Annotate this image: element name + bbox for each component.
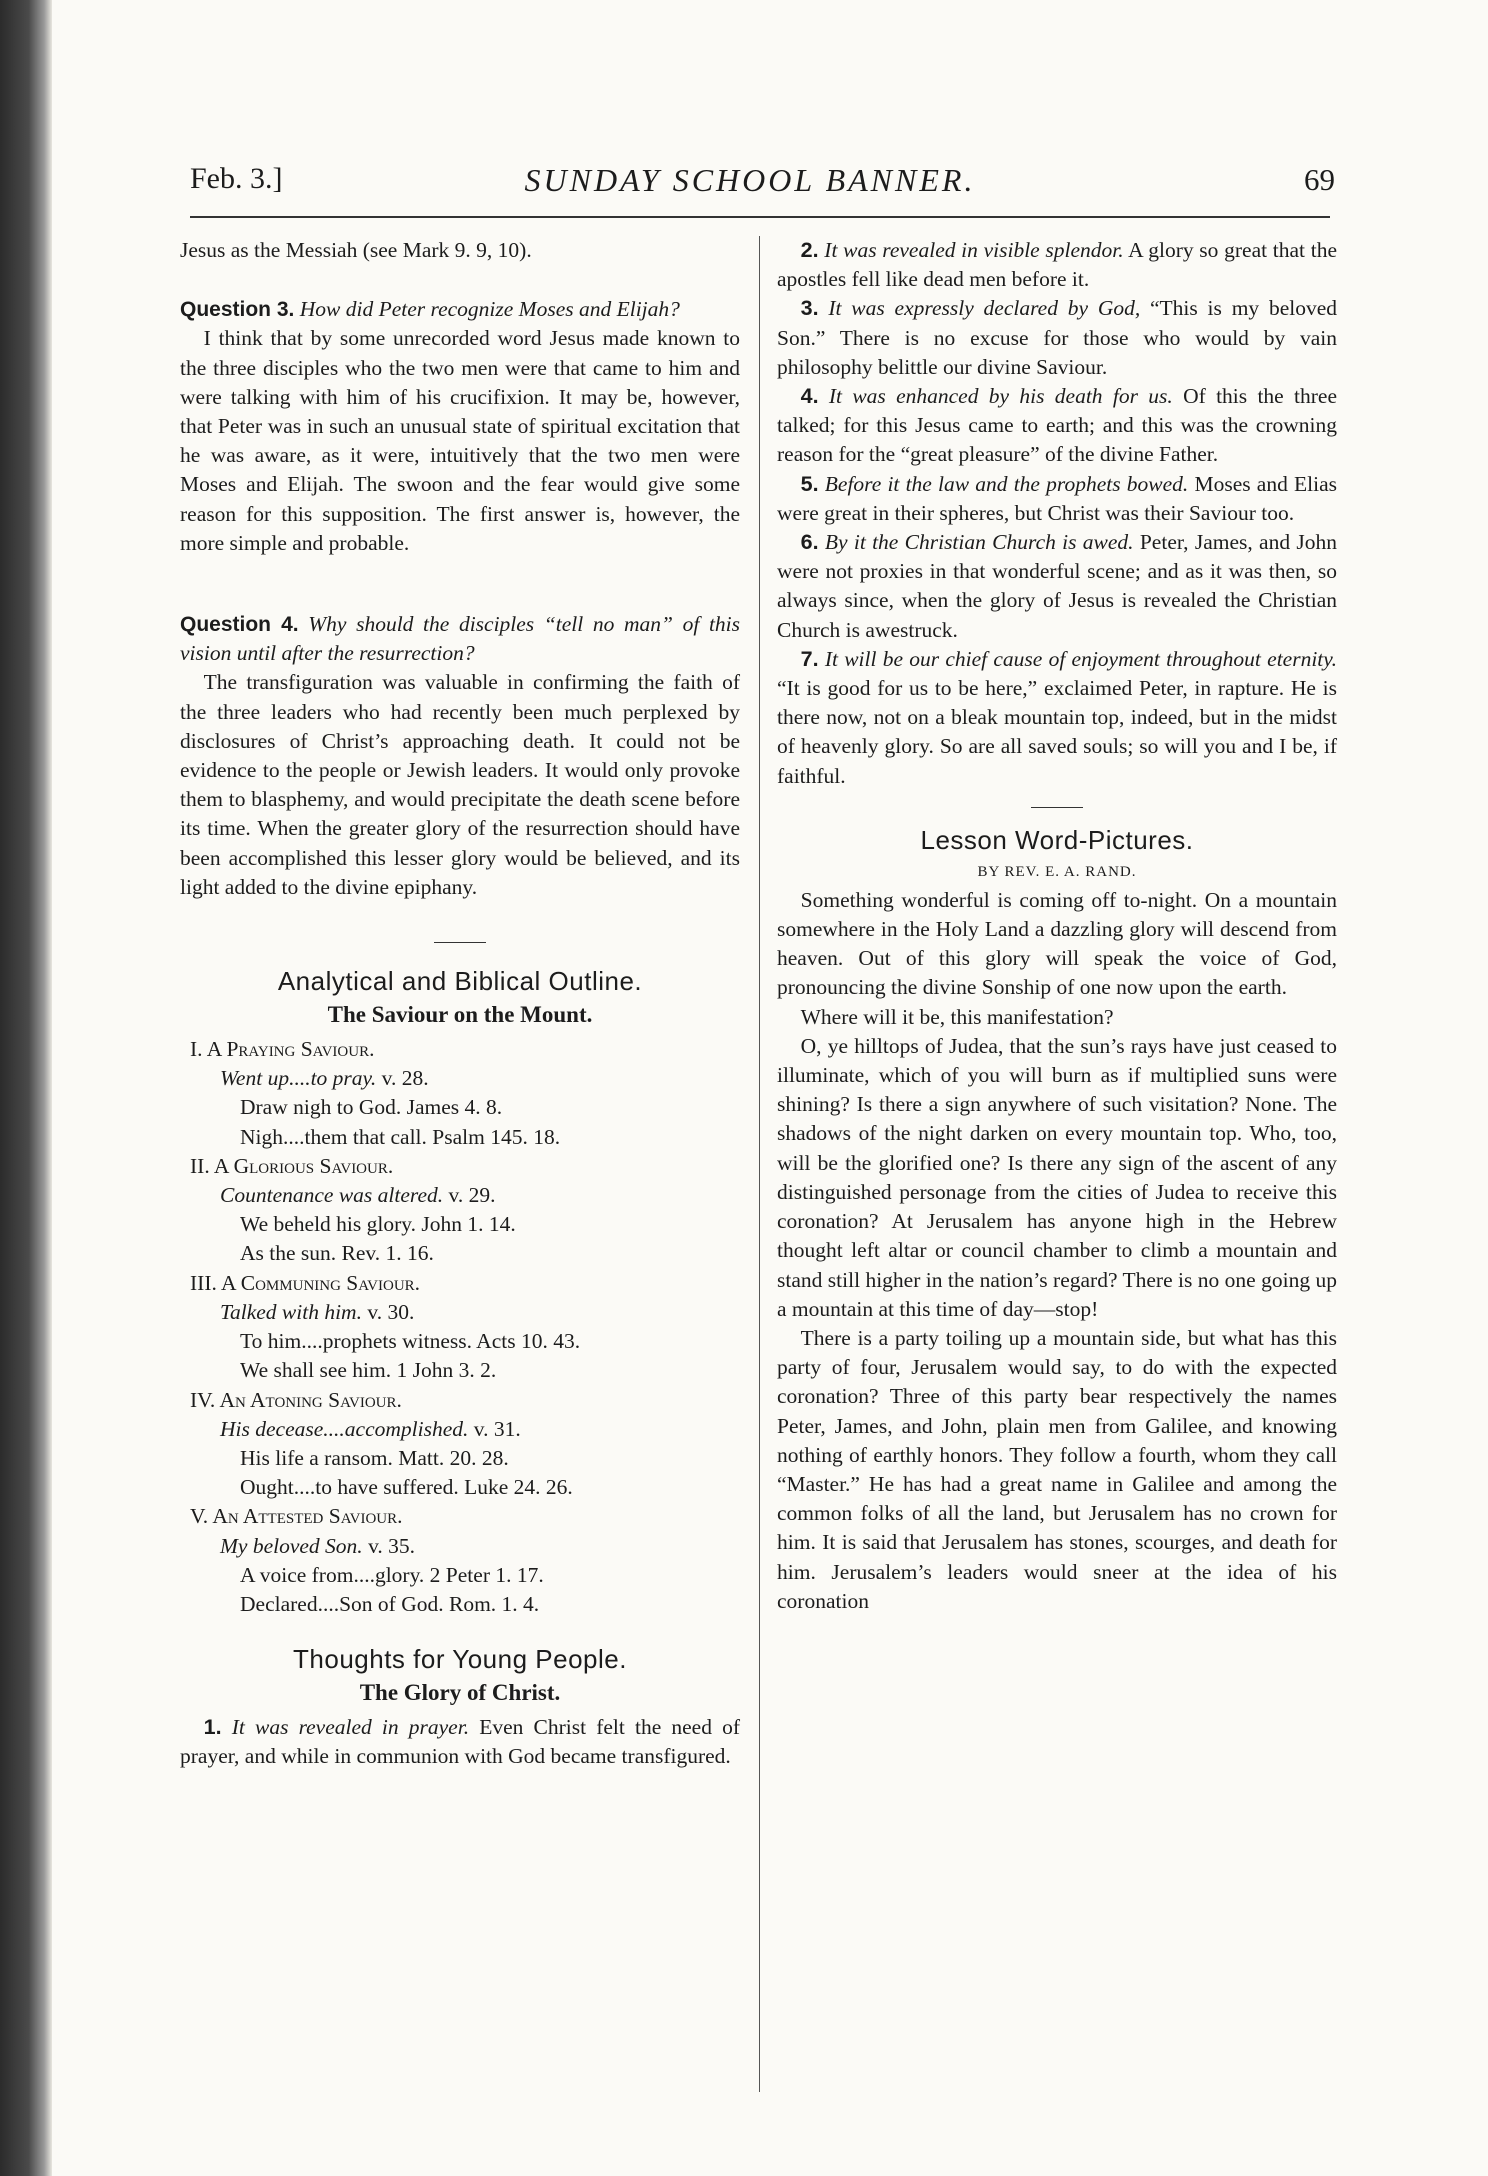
thought-point-2 xyxy=(777,236,1337,294)
issue-date: Feb. 3.] xyxy=(190,162,283,195)
outline-section-2 xyxy=(180,1152,740,1269)
outline-subitem: As the sun. Rev. 1. 16. xyxy=(240,1241,434,1266)
word-pictures-paragraph: Something wonderful is coming off to-night. On a mountain somewhere in the Holy Land a dazzling glory will descend from heaven. Out of this glory will speak the voice of God, pronouncing the divine Sonship of one now upon the earth. xyxy=(777,887,1337,1000)
point-number: 3. xyxy=(800,296,819,321)
outline-heading: III. A Communing Saviour. xyxy=(190,1270,421,1295)
point-text: “This is my beloved Son.” There is no excuse for those who would by vain philosophy belittle our divine Saviour. xyxy=(777,296,1338,379)
outline-section-1 xyxy=(180,1035,740,1152)
thought-point-3 xyxy=(777,294,1337,382)
book-page xyxy=(165,150,1338,2110)
outline-reference xyxy=(180,1181,740,1210)
publication-title: SUNDAY SCHOOL BANNER. xyxy=(524,162,976,198)
reference-text: His decease....accomplished. xyxy=(220,1416,469,1441)
outline-subitem: Ought....to have suffered. Luke 24. 26. xyxy=(240,1475,573,1500)
word-pictures-title: Lesson Word-Pictures. xyxy=(920,824,1194,855)
outline-section-4 xyxy=(180,1386,740,1503)
reference-verse: v. 30. xyxy=(361,1299,415,1324)
outline-subitem: Declared....Son of God. Rom. 1. 4. xyxy=(240,1591,540,1616)
thought-point-7 xyxy=(777,645,1337,791)
reference-verse: v. 31. xyxy=(468,1416,521,1441)
left-column xyxy=(180,236,740,1772)
word-pictures-paragraph: There is a party toiling up a mountain side, but what has this party of four, Jerusalem would say, to do with the expected coronation? Three of this party bear respectively the names Peter, James, and John, plain men from Galilee, and knowing nothing of earthly honors. They follow a fourth, whom they call “Master.” He has had a great name in Galilee and among the common folks of all the land, but Jerusalem has no crown for him. It is said that Jerusalem has stones, scourges, and death for him. Jerusalem’s leaders would sneer at the idea of his coronation xyxy=(777,1325,1337,1613)
outline-heading: V. An Attested Saviour. xyxy=(190,1504,403,1529)
word-pictures-paragraph: Where will it be, this manifestation? xyxy=(800,1004,1114,1029)
reference-verse: v. 29. xyxy=(443,1183,496,1208)
point-text: Of this the three talked; for this Jesus came to earth; and this was the crowning reason for the “great pleasure” of the divine Father. xyxy=(777,384,1337,467)
point-text: Moses and Elias were great in their spheres, but Christ was their Saviour too. xyxy=(777,471,1338,525)
section-divider xyxy=(1031,807,1083,808)
point-italic: It will be our chief cause of enjoyment throughout eternity. xyxy=(824,646,1338,671)
running-head xyxy=(165,162,1335,218)
book-binding-edge xyxy=(0,0,52,2176)
thoughts-title: Thoughts for Young People. xyxy=(293,1644,627,1675)
outline-heading: II. A Glorious Saviour. xyxy=(190,1153,394,1178)
outline-title: Analytical and Biblical Outline. xyxy=(277,966,643,997)
point-number: 2. xyxy=(800,238,819,262)
outline-reference xyxy=(180,1064,740,1093)
question-3-answer: I think that by some unrecorded word Jesus made known to the three disciples who the two men were that came to him and were talking with him of his crucifixion. It may be, however, that Peter was in such an unusual state of spiritual excitation that he was aware, as it were, intuitively that the two men were Moses and Elijah. The swoon and the fear would give some reason for this supposition. The first answer is, however, the more simple and probable. xyxy=(180,326,740,555)
question-4-answer: The transfiguration was valuable in confirming the faith of the three leaders who had recently been much perplexed by disclosures of Christ’s approaching death. It could not be evidence to the people or Jewish leaders. It would only provoke them to blasphemy, and would precipitate the death scene before its time. When the greater glory of the resurrection should have been accomplished this lesser glory would be believed, and its light added to the divine epiphany. xyxy=(180,670,740,899)
outline-section-5 xyxy=(180,1502,740,1619)
outline-subitem: To him....prophets witness. Acts 10. 43. xyxy=(240,1329,581,1354)
point-number: 1. xyxy=(203,1715,222,1740)
thought-point-5 xyxy=(777,470,1337,528)
outline-reference xyxy=(180,1415,740,1444)
point-italic: It was enhanced by his death for us. xyxy=(828,384,1173,409)
outline-subtitle: The Saviour on the Mount. xyxy=(327,1002,593,1028)
outline-heading: IV. An Atoning Saviour. xyxy=(190,1387,402,1412)
point-text: Peter, James, and John were not proxies in that wonderful scene; and as it was then, so always since, when the glory of Jesus is revealed the Christian Church is awestruck. xyxy=(777,530,1337,642)
header-rule xyxy=(190,216,1330,218)
point-text: Even Christ felt the need of prayer, and while in communion with God became transfigured. xyxy=(180,1715,741,1769)
point-text: “It is good for us to be here,” exclaimed Peter, in rapture. He is there now, not on a bleak mountain top, indeed, but in the midst of heavenly glory. So are all saved souls; so will you and I be, if faithful. xyxy=(777,676,1337,788)
column-divider xyxy=(759,236,760,2092)
outline-heading: I. A Praying Saviour. xyxy=(190,1037,375,1062)
question-3-label: Question 3. xyxy=(180,298,295,322)
reference-text: Countenance was altered. xyxy=(220,1183,444,1208)
point-number: 4. xyxy=(800,384,819,409)
point-italic: It was revealed in prayer. xyxy=(231,1715,470,1740)
thought-point-4 xyxy=(777,382,1337,470)
outline-subitem: A voice from....glory. 2 Peter 1. 17. xyxy=(240,1562,544,1587)
reference-verse: v. 28. xyxy=(376,1066,429,1091)
right-column xyxy=(777,236,1337,1616)
point-number: 6. xyxy=(800,530,819,555)
author-byline: BY REV. E. A. RAND. xyxy=(977,863,1137,880)
outline-reference xyxy=(180,1298,740,1327)
outline-subitem: His life a ransom. Matt. 20. 28. xyxy=(240,1445,509,1470)
section-divider xyxy=(434,942,486,943)
outline-reference xyxy=(180,1532,740,1561)
point-italic: It was revealed in visible splendor. xyxy=(824,238,1124,262)
question-4-heading xyxy=(180,610,740,668)
question-3-text: How did Peter recognize Moses and Elijah? xyxy=(299,297,680,322)
outline-subitem: We beheld his glory. John 1. 14. xyxy=(240,1212,516,1237)
question-4-label: Question 4. xyxy=(180,613,299,637)
outline-section-3 xyxy=(180,1269,740,1386)
reference-text: My beloved Son. xyxy=(220,1533,363,1558)
outline-subitem: Draw nigh to God. James 4. 8. xyxy=(240,1095,503,1120)
reference-text: Went up....to pray. xyxy=(220,1066,377,1091)
point-italic: Before it the law and the prophets bowed. xyxy=(824,471,1189,496)
page-number: 69 xyxy=(1304,162,1335,197)
outline-subitem: We shall see him. 1 John 3. 2. xyxy=(240,1358,497,1383)
point-italic: By it the Christian Church is awed. xyxy=(824,530,1134,555)
point-number: 5. xyxy=(800,471,819,496)
point-number: 7. xyxy=(800,646,819,671)
outline-subitem: Nigh....them that call. Psalm 145. 18. xyxy=(240,1124,561,1149)
outline-list xyxy=(180,1035,740,1619)
point-text: A glory so great that the apostles fell like dead men before it. xyxy=(777,238,1337,292)
question-4-text: Why should the disciples “tell no man” of this vision until after the resurrection? xyxy=(180,612,741,666)
thought-point-6 xyxy=(777,528,1337,645)
word-pictures-paragraph: O, ye hilltops of Judea, that the sun’s rays have just ceased to illuminate, which of you will burn as if multiplied suns were shining? Is there a sign anywhere of such visitation? None. The shadows of the night darken on every mountain top. Who, too, will be the glorified one? Is there any sign of the ascent of any distinguished personage from the cities of Judea to receive this coronation? At Jerusalem has anyone high in the Hebrew thought left altar or council chamber to climb a mountain and stand still higher in the nation’s regard? There is no one going up a mountain at this time of day—stop! xyxy=(777,1033,1337,1321)
question-3-heading xyxy=(180,295,740,324)
reference-verse: v. 35. xyxy=(362,1533,416,1558)
point-italic: It was expressly declared by God, xyxy=(828,296,1141,321)
thoughts-subtitle: The Glory of Christ. xyxy=(359,1680,561,1706)
reference-text: Talked with him. xyxy=(220,1299,362,1324)
opening-line: Jesus as the Messiah (see Mark 9. 9, 10). xyxy=(180,238,532,262)
thought-point-1 xyxy=(180,1713,740,1771)
